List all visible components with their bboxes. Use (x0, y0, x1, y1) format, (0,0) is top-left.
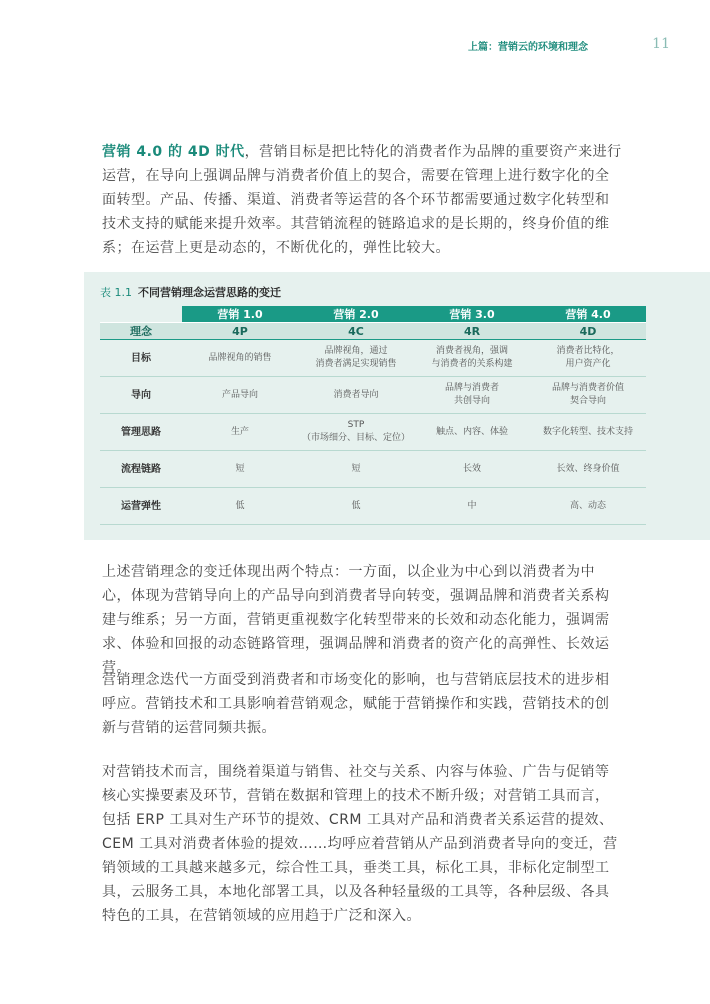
table-cell: 长效、终身价值 (530, 451, 646, 488)
table-cell: 4P (182, 323, 298, 340)
table-header-cell: 营销 3.0 (414, 306, 530, 323)
table-caption-title: 不同营销理念运营思路的变迁 (138, 286, 281, 299)
table-row (100, 414, 646, 451)
table-row-label: 导向 (100, 377, 182, 414)
table-cell: 4R (414, 323, 530, 340)
paragraph-tools: 对营销技术而言，围绕着渠道与销售、社交与关系、内容与体验、广告与促销等核心实操要素及环节，营销在数据和管理上的技术不断升级；对营销工具而言，包括 ERP 工具对生产环节的提效、CRM 工具对产品和消费者关系运营的提效、CEM 工具对消费者体验的提效……均呼应着营销从产品到消费者导向的变迁，营销领域的工具越来越多元，综合性工具，垂类工具，标化工具，非标化定制型工具，云服务工具，本地化部署工具，以及各种轻量级的工具等，各种层级、各具特色的工具，在营销领域的应用趋于广泛和深入。 (102, 764, 618, 924)
table-cell: 品牌视角，通过 消费者满足实现销售 (298, 340, 414, 377)
paragraph-body: ，营销目标是把比特化的消费者作为品牌的重要资产来进行运营，在导向上强调品牌与消费者价值上的契合，需要在管理上进行数字化的全面转型。产品、传播、渠道、消费者等运营的各个环节都需要通过数字化转型和技术支持的赋能来提升效率。其营销流程的链路追求的是长期的，终身价值的维系；在运营上更是动态的，不断优化的，弹性比较大。 (102, 144, 622, 256)
header-title: 上篇：营销云的环境和理念 (468, 42, 588, 53)
table-cell: 中 (414, 488, 530, 525)
table-header-cell: 营销 2.0 (298, 306, 414, 323)
table-row (100, 488, 646, 525)
table-cell: 低 (182, 488, 298, 525)
table-cell: 消费者视角，强调 与消费者的关系构建 (414, 340, 530, 377)
table-cell: 低 (298, 488, 414, 525)
table-cell: 消费者比特化， 用户资产化 (530, 340, 646, 377)
page-header (40, 36, 670, 56)
table-row-label: 管理思路 (100, 414, 182, 451)
paragraph-two-features: 上述营销理念的变迁体现出两个特点：一方面，以企业为中心到以消费者为中心，体现为营销导向上的产品导向到消费者导向转变，强调品牌和消费者关系构建与维系；另一方面，营销更重视数字化转型带来的长效和动态化能力，强调需求、体验和回报的动态链路管理，强调品牌和消费者的资产化的高弹性、长效运营。 (102, 564, 610, 676)
table-cell: 4D (530, 323, 646, 340)
table-cell: 品牌视角的销售 (182, 340, 298, 377)
paragraph-4d-era (102, 140, 622, 260)
table-cell: 品牌与消费者价值 契合导向 (530, 377, 646, 414)
table-cell: 短 (182, 451, 298, 488)
marketing-evolution-table (100, 306, 646, 525)
table-cell: 高、动态 (530, 488, 646, 525)
table-row-label: 目标 (100, 340, 182, 377)
table-cell: 品牌与消费者 共创导向 (414, 377, 530, 414)
table-cell: 长效 (414, 451, 530, 488)
table-cell: 4C (298, 323, 414, 340)
table-cell: 产品导向 (182, 377, 298, 414)
table-header-row (100, 306, 646, 323)
table-caption-number: 表 1.1 (100, 286, 132, 299)
table-header-corner (100, 306, 182, 323)
table-row (100, 451, 646, 488)
table-cell: 消费者导向 (298, 377, 414, 414)
table-cell: 生产 (182, 414, 298, 451)
table-row (100, 377, 646, 414)
table-row-label: 理念 (100, 323, 182, 340)
table-cell: 触点、内容、体验 (414, 414, 530, 451)
table-cell: 数字化转型、技术支持 (530, 414, 646, 451)
page-number: 11 (652, 36, 670, 52)
table-row-label: 流程链路 (100, 451, 182, 488)
table-header-cell: 营销 4.0 (530, 306, 646, 323)
table-panel (84, 272, 710, 540)
table-cell: 短 (298, 451, 414, 488)
table-caption (100, 284, 281, 300)
paragraph-lead: 营销 4.0 的 4D 时代 (102, 144, 245, 160)
table-header-cell: 营销 1.0 (182, 306, 298, 323)
paragraph-iteration: 营销理念迭代一方面受到消费者和市场变化的影响，也与营销底层技术的进步相呼应。营销技术和工具影响着营销观念，赋能于营销操作和实践，营销技术的创新与营销的运营同频共振。 (102, 672, 610, 736)
table-cell: STP （市场细分、目标、定位） (298, 414, 414, 451)
table-row (100, 340, 646, 377)
table-row-concept (100, 323, 646, 340)
table-row-label: 运营弹性 (100, 488, 182, 525)
